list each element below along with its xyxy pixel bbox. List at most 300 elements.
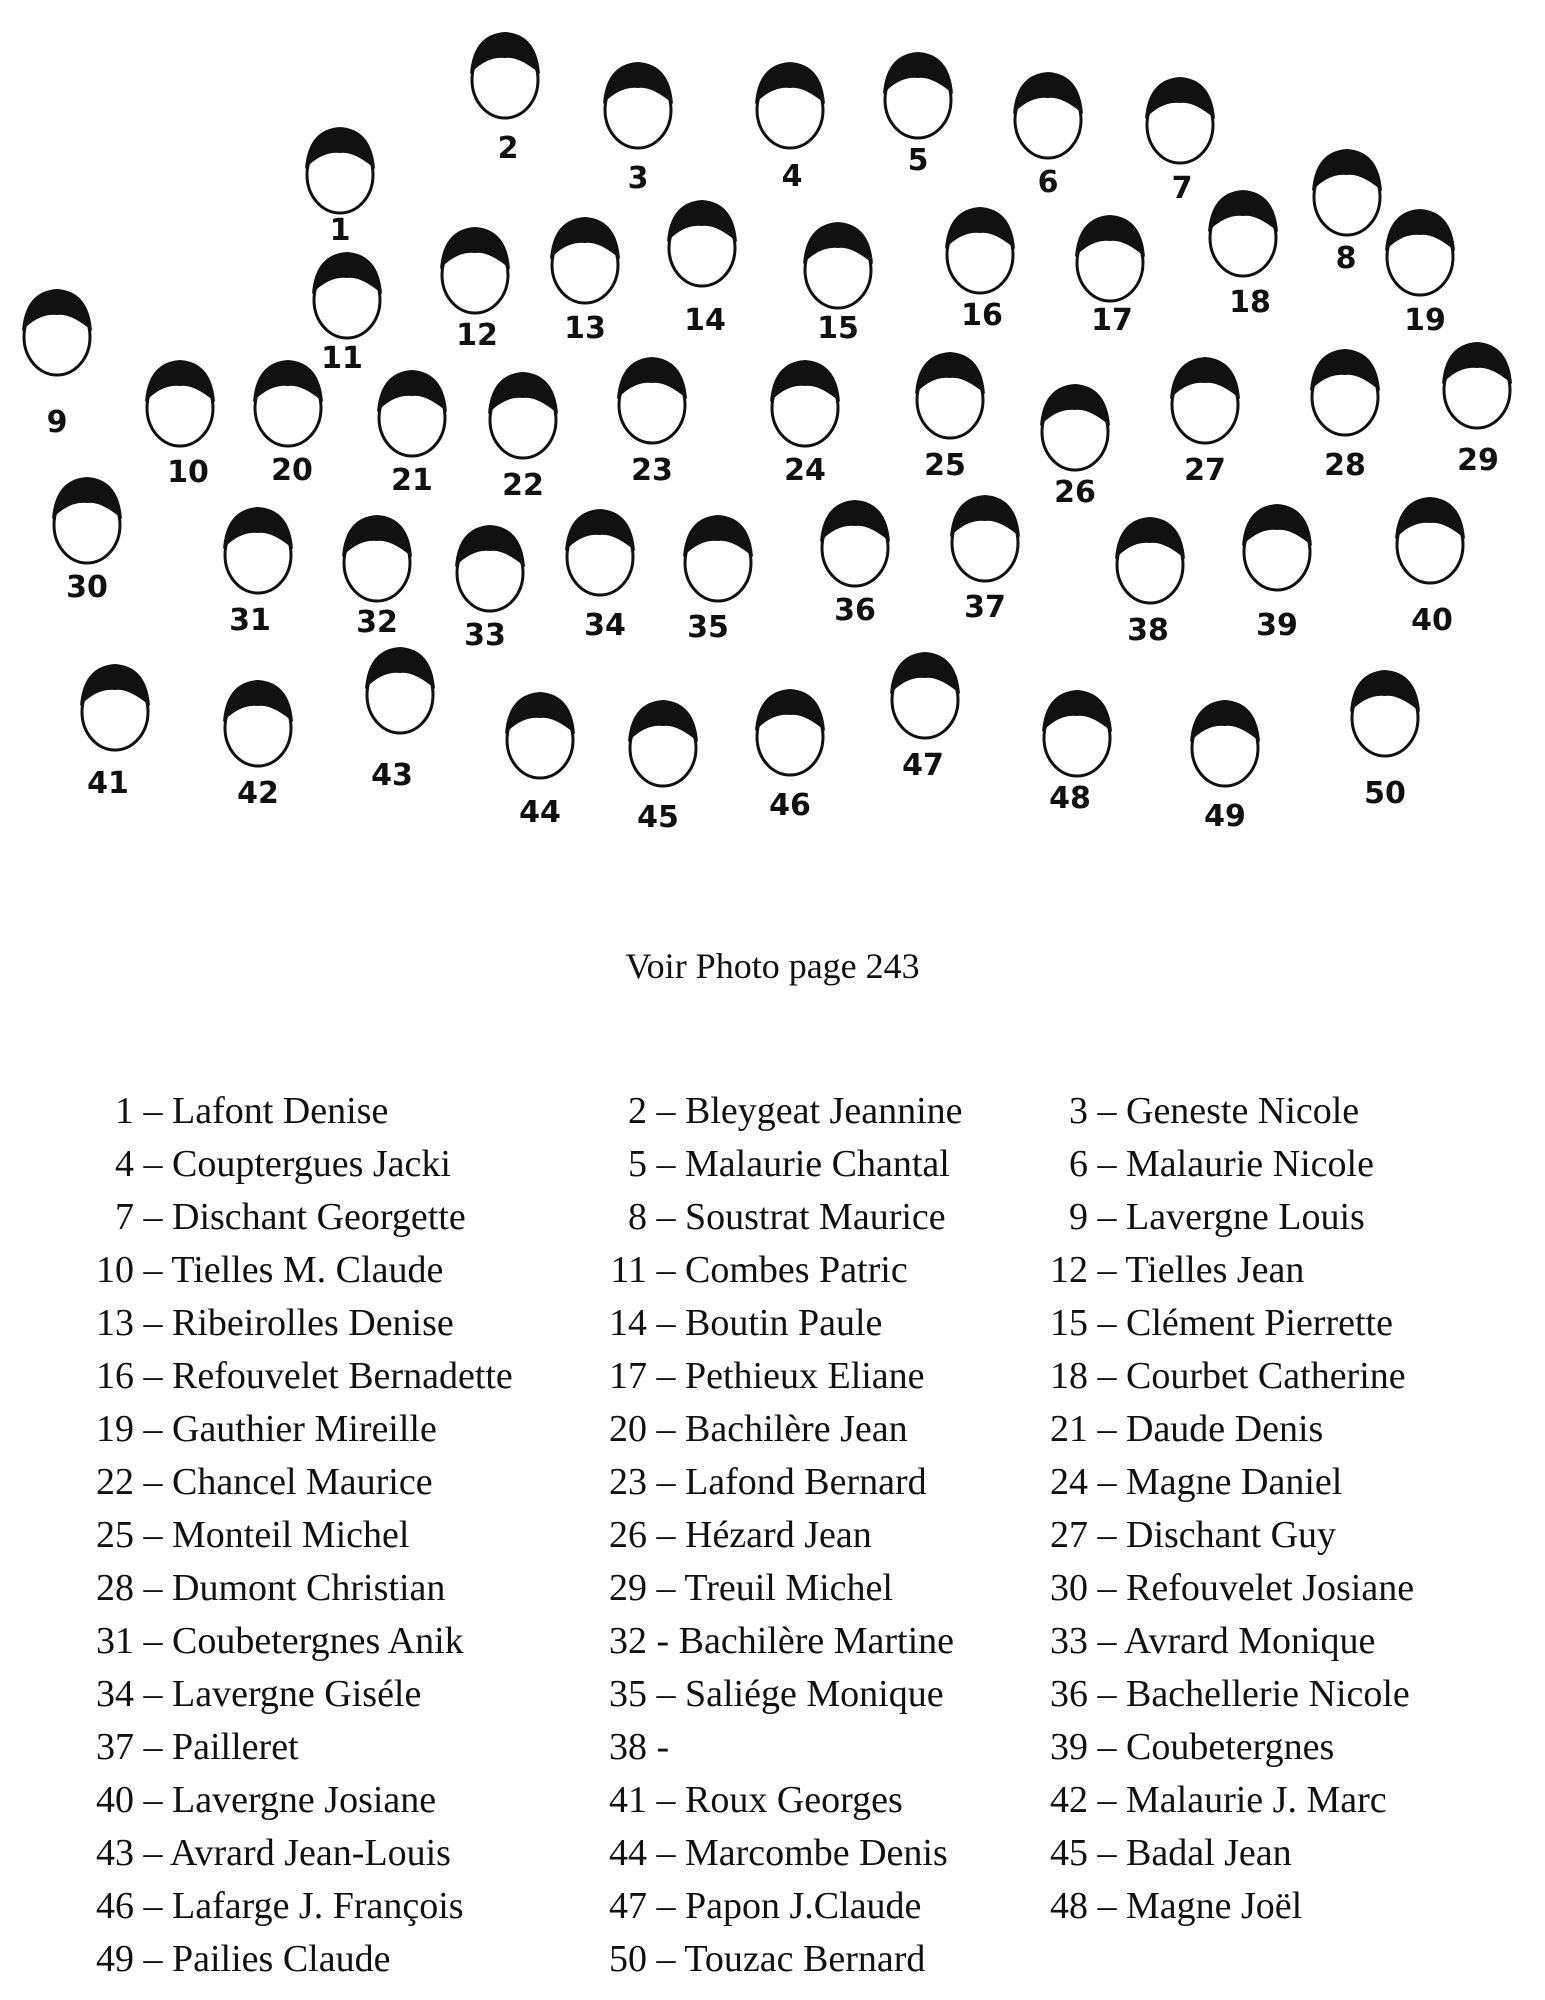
face-number-label: 1: [329, 213, 351, 248]
entry-separator: –: [1088, 1620, 1124, 1662]
entry-separator: –: [1088, 1196, 1126, 1238]
entry-separator: –: [134, 1726, 172, 1768]
entry-separator: –: [1088, 1090, 1126, 1132]
entry-number: 12: [1050, 1249, 1088, 1291]
face-number-label: 16: [961, 298, 1003, 333]
face-number-label: 33: [464, 618, 506, 653]
entry-number: 38: [609, 1726, 647, 1768]
entry-name: Roux Georges: [685, 1779, 903, 1821]
entry-name: Lafarge J. François: [172, 1885, 464, 1927]
roster-entry: [565, 1244, 1035, 1297]
entry-separator: –: [647, 1461, 685, 1503]
entry-number: 31: [96, 1620, 134, 1662]
hair-shape: [915, 352, 985, 394]
entry-separator: –: [134, 1408, 172, 1450]
roster-entry: [565, 1721, 1035, 1774]
face-number-label: 43: [371, 758, 413, 793]
entry-name: Lavergne Louis: [1126, 1196, 1365, 1238]
entry-name: Dumont Christian: [172, 1567, 446, 1609]
entry-number: 44: [609, 1832, 647, 1874]
face-number-label: 41: [87, 766, 129, 801]
entry-name: Avrard Jean-Louis: [169, 1832, 451, 1874]
entry-separator: –: [134, 1302, 172, 1344]
entry-name: Saliége Monique: [685, 1673, 944, 1715]
face-number-label: 30: [66, 570, 108, 605]
face-number-label: 37: [964, 590, 1006, 625]
entry-number: 50: [609, 1938, 647, 1980]
face-number-label: 7: [1171, 171, 1193, 206]
entry-number: 48: [1050, 1885, 1088, 1927]
entry-number: 47: [609, 1885, 647, 1927]
hair-shape: [1310, 349, 1380, 391]
roster-entry: [565, 1880, 1035, 1933]
entry-separator: –: [1088, 1302, 1126, 1344]
entry-number: 28: [96, 1567, 134, 1609]
hair-shape: [52, 477, 122, 519]
hair-shape: [342, 515, 412, 557]
entry-number: 42: [1050, 1779, 1088, 1821]
entry-name: Bleygeat Jeannine: [685, 1090, 963, 1132]
entry-name: Monteil Michel: [172, 1514, 410, 1556]
face-number-label: 40: [1411, 603, 1453, 638]
entry-name: Gauthier Mireille: [172, 1408, 437, 1450]
hair-shape: [683, 515, 753, 557]
hair-shape: [1115, 517, 1185, 559]
entry-number: 41: [609, 1779, 647, 1821]
face-number-label: 14: [684, 303, 726, 338]
entry-number: 15: [1050, 1302, 1088, 1344]
entry-number: 37: [96, 1726, 134, 1768]
face-number-label: 28: [1324, 448, 1366, 483]
hair-shape: [488, 372, 558, 414]
entry-name: Magne Daniel: [1126, 1461, 1343, 1503]
roster-entry: [1032, 1456, 1542, 1509]
entry-number: 5: [628, 1143, 647, 1185]
face-number-label: 48: [1049, 781, 1091, 816]
entry-number: 10: [96, 1249, 134, 1291]
entry-separator: –: [134, 1090, 172, 1132]
entry-separator: –: [134, 1461, 172, 1503]
hair-shape: [1395, 497, 1465, 539]
entry-name: Daude Denis: [1126, 1408, 1324, 1450]
roster-entry: [60, 1880, 580, 1933]
hair-shape: [770, 360, 840, 402]
face-number-label: 13: [564, 311, 606, 346]
entry-name: Marcombe Denis: [685, 1832, 948, 1874]
roster-column: [60, 1085, 580, 1986]
entry-name: Refouvelet Josiane: [1126, 1567, 1415, 1609]
roster-entry: [1032, 1244, 1542, 1297]
hair-shape: [223, 507, 293, 549]
entry-name: Lavergne Josiane: [172, 1779, 437, 1821]
hair-shape: [883, 52, 953, 94]
entry-number: 40: [96, 1779, 134, 1821]
entry-name: Geneste Nicole: [1126, 1090, 1360, 1132]
entry-name: Bachilère Jean: [685, 1408, 908, 1450]
hair-shape: [565, 509, 635, 551]
entry-separator: –: [1088, 1249, 1126, 1291]
face-number-label: 2: [497, 131, 519, 166]
face-number-label: 31: [229, 603, 271, 638]
entry-separator: –: [134, 1620, 172, 1662]
entry-number: 16: [96, 1355, 134, 1397]
roster-entry: [565, 1827, 1035, 1880]
roster-entry: [1032, 1297, 1542, 1350]
face-number-label: 6: [1037, 165, 1059, 200]
entry-separator: –: [134, 1355, 172, 1397]
roster-entry: [565, 1668, 1035, 1721]
entry-number: 14: [609, 1302, 647, 1344]
entry-separator: -: [647, 1726, 670, 1768]
hair-shape: [617, 357, 687, 399]
hair-shape: [550, 217, 620, 259]
entry-name: Touzac Bernard: [684, 1938, 926, 1980]
entry-number: 17: [609, 1355, 647, 1397]
entry-name: Lafond Bernard: [685, 1461, 927, 1503]
hair-shape: [755, 62, 825, 104]
entry-number: 25: [96, 1514, 134, 1556]
entry-number: 26: [609, 1514, 647, 1556]
entry-number: 9: [1069, 1196, 1088, 1238]
face-number-label: 21: [391, 463, 433, 498]
face-number-label: 22: [502, 468, 544, 503]
entry-name: Lavergne Giséle: [172, 1673, 422, 1715]
roster-entry: [1032, 1615, 1542, 1668]
entry-separator: –: [134, 1514, 172, 1556]
entry-name: Papon J.Claude: [685, 1885, 922, 1927]
entry-number: 36: [1050, 1673, 1088, 1715]
hair-shape: [1242, 504, 1312, 546]
entry-separator: –: [1088, 1408, 1126, 1450]
entry-name: Refouvelet Bernadette: [172, 1355, 513, 1397]
face-number-label: 12: [456, 318, 498, 353]
entry-number: 11: [610, 1249, 647, 1291]
entry-name: Coubetergnes Anik: [172, 1620, 464, 1662]
roster-entry: [1032, 1085, 1542, 1138]
face-number-label: 23: [631, 453, 673, 488]
roster-entry: [60, 1138, 580, 1191]
entry-name: Boutin Paule: [685, 1302, 883, 1344]
roster-entry: [1032, 1509, 1542, 1562]
roster-entry: [1032, 1138, 1542, 1191]
roster-entry: [60, 1668, 580, 1721]
entry-separator: –: [1088, 1726, 1126, 1768]
entry-number: 19: [96, 1408, 134, 1450]
face-number-label: 47: [902, 748, 944, 783]
face-number-label: 42: [237, 776, 279, 811]
name-roster: [0, 1085, 1545, 1985]
roster-entry: [60, 1403, 580, 1456]
hair-shape: [365, 647, 435, 689]
entry-number: 21: [1050, 1408, 1088, 1450]
hair-shape: [470, 32, 540, 74]
entry-name: Tielles M. Claude: [171, 1249, 444, 1291]
entry-separator: –: [134, 1832, 170, 1874]
roster-entry: [1032, 1827, 1542, 1880]
hair-shape: [1145, 77, 1215, 119]
face-number-label: 8: [1335, 241, 1357, 276]
entry-separator: –: [647, 1408, 685, 1450]
entry-number: 45: [1050, 1832, 1088, 1874]
entry-name: Soustrat Maurice: [685, 1196, 946, 1238]
entry-name: Lafont Denise: [172, 1090, 389, 1132]
roster-entry: [565, 1774, 1035, 1827]
entry-name: Courbet Catherine: [1126, 1355, 1406, 1397]
face-number-label: 29: [1457, 443, 1499, 478]
entry-separator: –: [647, 1355, 685, 1397]
roster-entry: [1032, 1562, 1542, 1615]
hair-shape: [223, 680, 293, 722]
hair-shape: [603, 62, 673, 104]
entry-name: Bachellerie Nicole: [1126, 1673, 1410, 1715]
hair-shape: [305, 127, 375, 169]
hair-shape: [80, 664, 150, 706]
entry-separator: –: [647, 1090, 685, 1132]
entry-name: Pailleret: [172, 1726, 299, 1768]
hair-shape: [22, 289, 92, 331]
entry-number: 1: [115, 1090, 134, 1132]
entry-name: Malaurie J. Marc: [1126, 1779, 1387, 1821]
roster-entry: [60, 1562, 580, 1615]
entry-name: Treuil Michel: [684, 1567, 893, 1609]
entry-name: Tielles Jean: [1125, 1249, 1305, 1291]
entry-separator: –: [1088, 1673, 1126, 1715]
entry-separator: –: [1088, 1779, 1126, 1821]
entry-separator: –: [647, 1885, 685, 1927]
face-number-label: 5: [907, 143, 929, 178]
hair-shape: [803, 222, 873, 264]
entry-name: Chancel Maurice: [172, 1461, 433, 1503]
hair-shape: [1075, 215, 1145, 257]
roster-entry: [1032, 1191, 1542, 1244]
face-key-diagram: [0, 0, 1545, 900]
face-number-label: 50: [1364, 776, 1406, 811]
face-number-label: 19: [1404, 303, 1446, 338]
hair-shape: [950, 495, 1020, 537]
face-number-label: 17: [1091, 303, 1133, 338]
roster-entry: [60, 1509, 580, 1562]
entry-separator: –: [134, 1196, 172, 1238]
entry-separator: –: [647, 1196, 685, 1238]
roster-entry: [565, 1933, 1035, 1986]
entry-number: 3: [1069, 1090, 1088, 1132]
hair-shape: [145, 360, 215, 402]
entry-number: 20: [609, 1408, 647, 1450]
roster-entry: [60, 1244, 580, 1297]
face-number-label: 26: [1054, 475, 1096, 510]
entry-number: 8: [628, 1196, 647, 1238]
face-number-label: 35: [687, 610, 729, 645]
entry-name: Pethieux Eliane: [685, 1355, 925, 1397]
entry-separator: –: [647, 1567, 685, 1609]
face-number-label: 24: [784, 453, 826, 488]
entry-name: Coubetergnes: [1126, 1726, 1335, 1768]
roster-entry: [565, 1297, 1035, 1350]
entry-separator: –: [647, 1143, 685, 1185]
entry-name: Magne Joël: [1126, 1885, 1303, 1927]
entry-separator: –: [647, 1832, 685, 1874]
entry-separator: –: [134, 1143, 172, 1185]
entry-name: Pailies Claude: [172, 1938, 391, 1980]
entry-name: Avrard Monique: [1123, 1620, 1376, 1662]
roster-entry: [60, 1933, 580, 1986]
entry-number: 4: [115, 1143, 134, 1185]
photo-reference-caption: Voir Photo page 243: [625, 946, 920, 986]
entry-number: 35: [609, 1673, 647, 1715]
hair-shape: [1190, 700, 1260, 742]
face-number-label: 45: [637, 800, 679, 835]
face-number-label: 49: [1204, 799, 1246, 834]
hair-shape: [455, 525, 525, 567]
face-number-label: 32: [356, 605, 398, 640]
roster-entry: [565, 1403, 1035, 1456]
hair-shape: [312, 252, 382, 294]
face-number-label: 20: [271, 453, 313, 488]
roster-entry: [1032, 1721, 1542, 1774]
entry-separator: –: [134, 1673, 172, 1715]
entry-separator: –: [134, 1885, 172, 1927]
roster-entry: [60, 1615, 580, 1668]
face-number-label: 25: [924, 448, 966, 483]
roster-entry: [60, 1085, 580, 1138]
roster-entry: [565, 1138, 1035, 1191]
roster-entry: [565, 1191, 1035, 1244]
entry-name: Hézard Jean: [685, 1514, 872, 1556]
entry-separator: –: [1088, 1355, 1126, 1397]
face-number-label: 27: [1184, 453, 1226, 488]
entry-number: 30: [1050, 1567, 1088, 1609]
roster-entry: [565, 1562, 1035, 1615]
hair-shape: [1312, 149, 1382, 191]
entry-number: 6: [1069, 1143, 1088, 1185]
face-number-label: 3: [627, 161, 649, 196]
hair-shape: [945, 207, 1015, 249]
roster-entry: [60, 1721, 580, 1774]
roster-entry: [60, 1191, 580, 1244]
roster-entry: [565, 1085, 1035, 1138]
entry-separator: –: [1088, 1143, 1126, 1185]
entry-number: 13: [96, 1302, 134, 1344]
entry-separator: –: [134, 1567, 172, 1609]
entry-number: 33: [1050, 1620, 1088, 1662]
face-number-label: 4: [781, 159, 803, 194]
entry-separator: –: [647, 1302, 685, 1344]
roster-column: [565, 1085, 1035, 1986]
hair-shape: [1442, 342, 1512, 384]
entry-number: 18: [1050, 1355, 1088, 1397]
entry-number: 27: [1050, 1514, 1088, 1556]
entry-name: Clément Pierrette: [1126, 1302, 1393, 1344]
hair-shape: [440, 227, 510, 269]
roster-entry: [1032, 1774, 1542, 1827]
hair-shape: [1042, 690, 1112, 732]
roster-entry: [1032, 1668, 1542, 1721]
roster-entry: [60, 1827, 580, 1880]
roster-entry: [60, 1297, 580, 1350]
entry-number: 29: [609, 1567, 647, 1609]
entry-separator: –: [134, 1249, 172, 1291]
entry-number: 24: [1050, 1461, 1088, 1503]
entry-separator: –: [647, 1514, 685, 1556]
hair-shape: [667, 200, 737, 242]
entry-name: Malaurie Chantal: [685, 1143, 950, 1185]
entry-separator: –: [647, 1938, 685, 1980]
entry-separator: –: [647, 1779, 685, 1821]
entry-number: 49: [96, 1938, 134, 1980]
entry-name: Dischant Guy: [1126, 1514, 1337, 1556]
roster-column: [1032, 1085, 1542, 1933]
face-number-label: 34: [584, 608, 626, 643]
entry-number: 43: [96, 1832, 134, 1874]
roster-entry: [60, 1774, 580, 1827]
roster-entry: [565, 1509, 1035, 1562]
entry-separator: –: [1088, 1567, 1126, 1609]
hair-shape: [755, 689, 825, 731]
entry-name: Bachilère Martine: [678, 1620, 955, 1662]
entry-name: Couptergues Jacki: [172, 1143, 451, 1185]
roster-entry: [1032, 1403, 1542, 1456]
entry-separator: -: [647, 1620, 679, 1662]
entry-name: Ribeirolles Denise: [172, 1302, 454, 1344]
face-number-label: 36: [834, 593, 876, 628]
hair-shape: [505, 692, 575, 734]
entry-separator: –: [134, 1779, 172, 1821]
entry-separator: –: [1088, 1885, 1126, 1927]
entry-number: 46: [96, 1885, 134, 1927]
face-number-label: 39: [1256, 608, 1298, 643]
roster-entry: [60, 1456, 580, 1509]
face-number-label: 38: [1127, 613, 1169, 648]
roster-entry: [565, 1615, 1035, 1668]
entry-number: 7: [115, 1196, 134, 1238]
hair-shape: [1385, 209, 1455, 251]
face-number-label: 18: [1229, 285, 1271, 320]
entry-number: 34: [96, 1673, 134, 1715]
face-number-label: 10: [167, 455, 209, 490]
entry-number: 32: [609, 1620, 647, 1662]
entry-separator: –: [647, 1673, 685, 1715]
entry-separator: –: [1088, 1514, 1126, 1556]
entry-number: 39: [1050, 1726, 1088, 1768]
entry-separator: –: [647, 1249, 685, 1291]
hair-shape: [890, 652, 960, 694]
entry-separator: –: [134, 1938, 172, 1980]
face-number-label: 11: [321, 341, 363, 376]
face-number-label: 9: [46, 405, 68, 440]
roster-entry: [565, 1350, 1035, 1403]
face-number-label: 44: [519, 795, 561, 830]
hair-shape: [1208, 190, 1278, 232]
entry-name: Badal Jean: [1126, 1832, 1292, 1874]
face-number-label: 15: [817, 311, 859, 346]
hair-shape: [820, 500, 890, 542]
entry-number: 2: [628, 1090, 647, 1132]
face-number-label: 46: [769, 788, 811, 823]
entry-name: Malaurie Nicole: [1126, 1143, 1374, 1185]
entry-separator: –: [1088, 1461, 1126, 1503]
roster-entry: [565, 1456, 1035, 1509]
hair-shape: [628, 700, 698, 742]
roster-entry: [60, 1350, 580, 1403]
hair-shape: [1040, 384, 1110, 426]
entry-name: Dischant Georgette: [172, 1196, 466, 1238]
hair-shape: [253, 360, 323, 402]
hair-shape: [377, 370, 447, 412]
entry-separator: –: [1088, 1832, 1126, 1874]
hair-shape: [1013, 72, 1083, 114]
entry-name: Combes Patric: [685, 1249, 908, 1291]
entry-number: 23: [609, 1461, 647, 1503]
